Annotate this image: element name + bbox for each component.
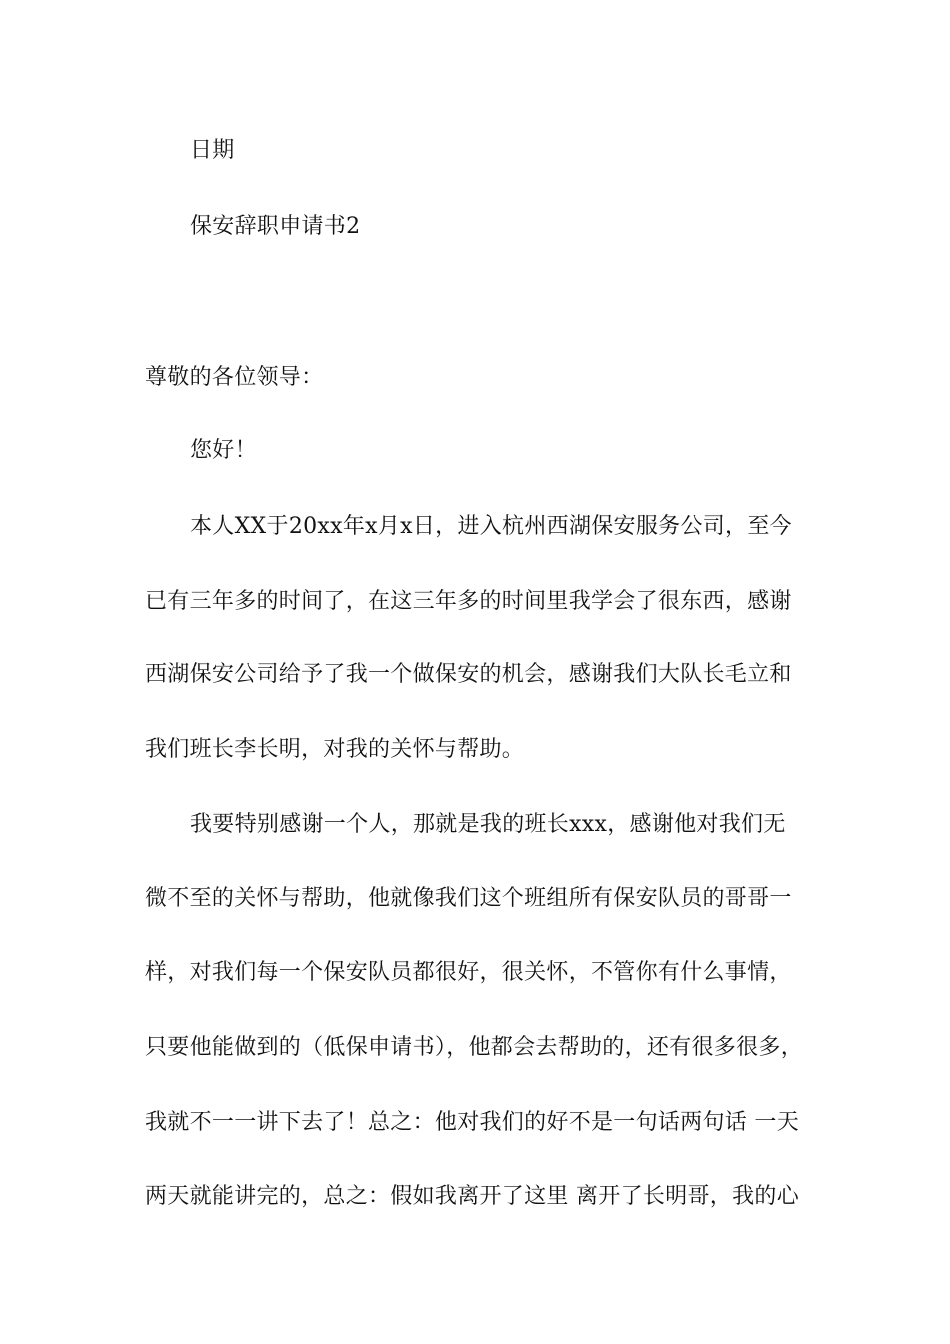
- greeting: 您好！: [190, 438, 257, 463]
- date-label: 日期: [190, 138, 235, 163]
- paragraph2-line: 两天就能讲完的，总之：假如我离开了这里 离开了长明哥，我的心: [145, 1184, 799, 1209]
- paragraph1-line: 已有三年多的时间了，在这三年多的时间里我学会了很东西，感谢: [145, 589, 792, 614]
- paragraph1-line: 西湖保安公司给予了我一个做保安的机会，感谢我们大队长毛立和: [145, 662, 792, 687]
- paragraph1-line: 本人XX于20xx年x月x日，进入杭州西湖保安服务公司，至今: [190, 514, 792, 539]
- paragraph2-line: 我要特别感谢一个人，那就是我的班长xxx，感谢他对我们无: [190, 812, 786, 837]
- paragraph2-line: 我就不一一讲下去了！总之：他对我们的好不是一句话两句话 一天: [145, 1110, 799, 1135]
- paragraph1-line: 我们班长李长明，对我的关怀与帮助。: [145, 737, 525, 762]
- salutation: 尊敬的各位领导：: [145, 365, 324, 390]
- paragraph2-line: 微不至的关怀与帮助，他就像我们这个班组所有保安队员的哥哥一: [145, 886, 792, 911]
- paragraph2-line: 只要他能做到的（低保申请书），他都会去帮助的，还有很多很多，: [145, 1035, 804, 1060]
- paragraph2-line: 样，对我们每一个保安队员都很好，很关怀，不管你有什么事情，: [145, 960, 792, 985]
- document-title: 保安辞职申请书2: [190, 214, 361, 239]
